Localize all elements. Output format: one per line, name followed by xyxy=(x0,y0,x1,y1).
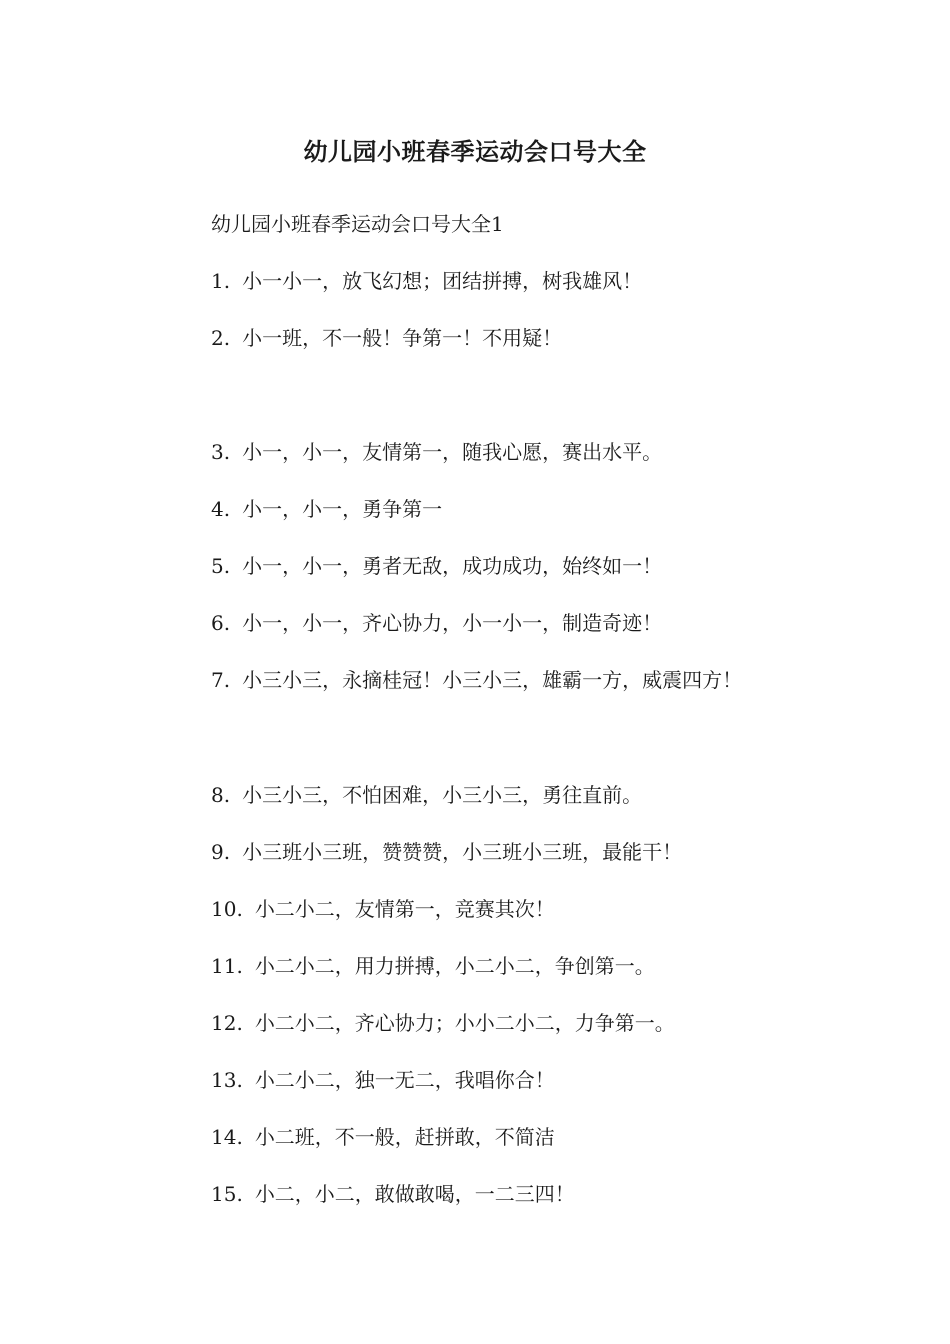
list-item-text: 小一，小一，齐心协力，小一小一，制造奇迹！ xyxy=(242,611,663,635)
list-item-number: 13. xyxy=(211,1068,243,1092)
list-item-text: 小二小二，用力拼搏，小二小二，争创第一。 xyxy=(254,954,655,978)
list-item xyxy=(211,893,555,922)
list-item-text: 小一，小一，勇者无敌，成功成功，始终如一！ xyxy=(242,554,663,578)
list-item xyxy=(211,265,642,294)
list-item-text: 小一，小一，勇争第一 xyxy=(242,497,443,521)
list-item xyxy=(211,950,655,979)
list-item-text: 小二小二，独一无二，我唱你合！ xyxy=(254,1068,555,1092)
list-item xyxy=(211,1178,575,1207)
list-item-number: 14. xyxy=(211,1125,243,1149)
list-item xyxy=(211,322,562,351)
list-item-number: 2. xyxy=(211,326,231,350)
list-item-number: 3. xyxy=(211,440,231,464)
list-item xyxy=(211,836,682,865)
list-item-text: 小二班，不一般，赶拼敢，不简洁 xyxy=(254,1125,555,1149)
list-item-text: 小二小二，齐心协力；小小二小二，力争第一。 xyxy=(254,1011,675,1035)
list-item xyxy=(211,493,442,522)
list-item-number: 6. xyxy=(211,611,231,635)
list-item-text: 小二，小二，敢做敢喝，一二三四！ xyxy=(254,1182,575,1206)
list-item xyxy=(211,1007,675,1036)
section-heading: 幼儿园小班春季运动会口号大全1 xyxy=(211,212,504,236)
list-item-text: 小三小三，永摘桂冠！小三小三，雄霸一方，威震四方！ xyxy=(242,668,743,692)
list-item-number: 7. xyxy=(211,668,231,692)
list-item xyxy=(211,436,662,465)
list-item-number: 10. xyxy=(211,897,243,921)
list-item-number: 8. xyxy=(211,783,231,807)
list-item-text: 小一小一，放飞幻想；团结拼搏，树我雄风！ xyxy=(242,269,643,293)
list-item-number: 5. xyxy=(211,554,231,578)
list-item xyxy=(211,607,662,636)
list-item xyxy=(211,1064,555,1093)
list-item-text: 小一，小一，友情第一，随我心愿，赛出水平。 xyxy=(242,440,663,464)
list-item xyxy=(211,779,642,808)
list-item-number: 12. xyxy=(211,1011,243,1035)
list-item xyxy=(211,550,662,579)
list-item-number: 9. xyxy=(211,840,231,864)
list-item xyxy=(211,1121,555,1150)
list-item-text: 小一班，不一般！争第一！不用疑！ xyxy=(242,326,563,350)
list-item-text: 小三小三，不怕困难，小三小三，勇往直前。 xyxy=(242,783,643,807)
list-item xyxy=(211,664,742,693)
list-item-number: 4. xyxy=(211,497,231,521)
list-item-text: 小二小二，友情第一，竞赛其次！ xyxy=(254,897,555,921)
document-title: 幼儿园小班春季运动会口号大全 xyxy=(303,137,647,166)
list-item-number: 11. xyxy=(211,954,243,978)
list-item-number: 15. xyxy=(211,1182,243,1206)
list-item-text: 小三班小三班，赞赞赞，小三班小三班，最能干！ xyxy=(242,840,683,864)
list-item-number: 1. xyxy=(211,269,231,293)
